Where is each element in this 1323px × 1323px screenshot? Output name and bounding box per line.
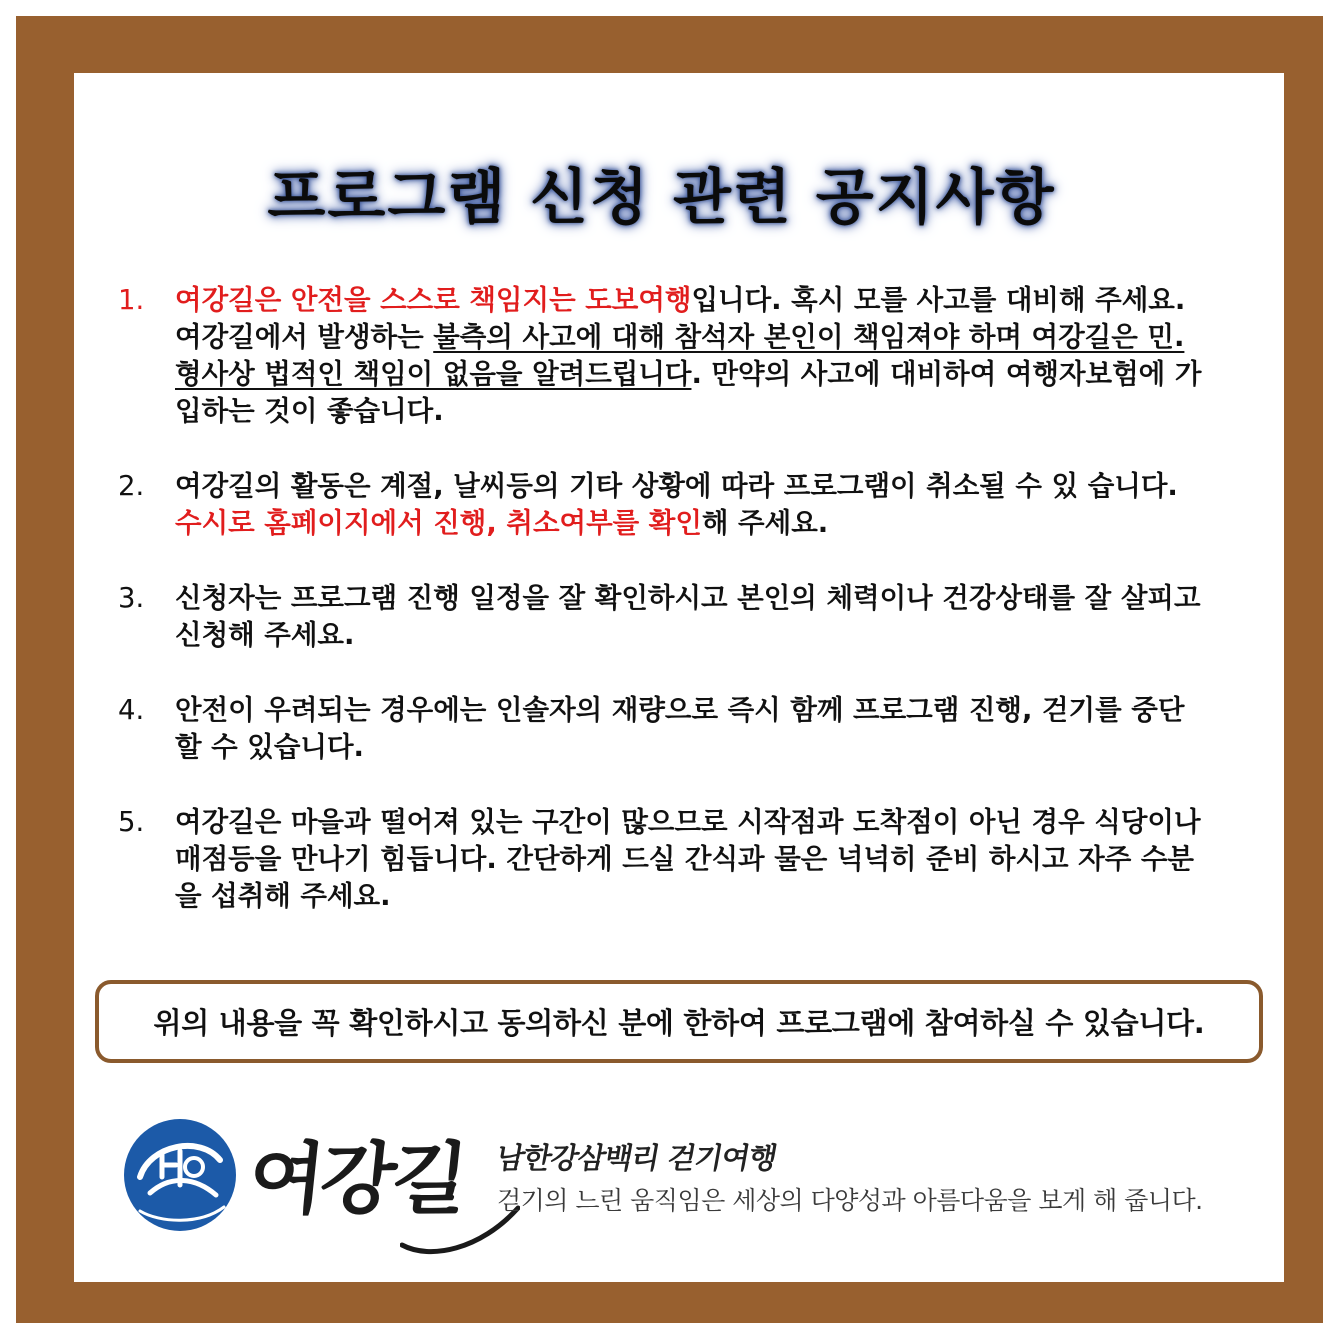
item-number: 3. bbox=[118, 582, 145, 614]
agreement-box bbox=[95, 980, 1263, 1063]
notice-item-4 bbox=[118, 692, 1208, 766]
item-text: 해 주세요. bbox=[701, 507, 829, 539]
item-text: . 만약의 사고에 대비하여 여행자보험에 가입하는 것이 좋습니다. bbox=[175, 358, 1202, 427]
notice-list bbox=[118, 282, 1208, 953]
item-text: 입니다. 혹시 모를 사고를 대비해 주세요. 여강길에서 발생하는 bbox=[175, 284, 1186, 353]
item-text: 여강길은 마을과 떨어져 있는 구간이 많으므로 시작점과 도착점이 아닌 경우 식당이나 매점등을 만나기 힘듭니다. 간단하게 드실 간식과 물은 넉넉히 준비 하시고 자주 수분을 섭취해 주세요. bbox=[175, 806, 1201, 912]
item-text: 안전이 우려되는 경우에는 인솔자의 재량으로 즉시 함께 프로그램 진행, 걷기를 중단할 수 있습니다. bbox=[175, 694, 1185, 763]
item-highlight: 수시로 홈페이지에서 진행, 취소여부를 확인 bbox=[175, 507, 702, 539]
item-number: 2. bbox=[118, 470, 145, 502]
notice-item-2 bbox=[118, 468, 1208, 542]
item-underlined-text: 불측의 사고에 대해 참석자 본인이 책임져야 하며 여강길은 민.형사상 법적인 책임이 없음을 알려드립니다 bbox=[175, 321, 1185, 390]
item-text: 여강길의 활동은 계절, 날씨등의 기타 상황에 따라 프로그램이 취소될 수 있 습니다. bbox=[175, 470, 1178, 502]
notice-item-1 bbox=[118, 282, 1208, 430]
notice-item-5 bbox=[118, 804, 1208, 915]
brand-logo-icon bbox=[120, 1115, 240, 1235]
item-number: 1. bbox=[118, 284, 145, 316]
brand-slogan-main: 남한강삼백리 걷기여행 bbox=[493, 1141, 779, 1175]
page-title: 프로그램 신청 관련 공지사항 bbox=[267, 163, 1056, 233]
notice-item-3 bbox=[118, 580, 1208, 654]
brand-slogan-sub: 걷기의 느린 움직임은 세상의 다양성과 아름다움을 보게 해 줍니다. bbox=[497, 1186, 1203, 1215]
item-number: 4. bbox=[118, 694, 145, 726]
brand-wordmark: 여강길 bbox=[244, 1134, 469, 1225]
agreement-text: 위의 내용을 꼭 확인하시고 동의하신 분에 한하여 프로그램에 참여하실 수 있습니다. bbox=[153, 1006, 1205, 1040]
item-number: 5. bbox=[118, 806, 145, 838]
item-text: 신청자는 프로그램 진행 일정을 잘 확인하시고 본인의 체력이나 건강상태를 잘 살피고 신청해 주세요. bbox=[175, 582, 1201, 651]
item-highlight: 여강길은 안전을 스스로 책임지는 도보여행 bbox=[175, 284, 692, 316]
